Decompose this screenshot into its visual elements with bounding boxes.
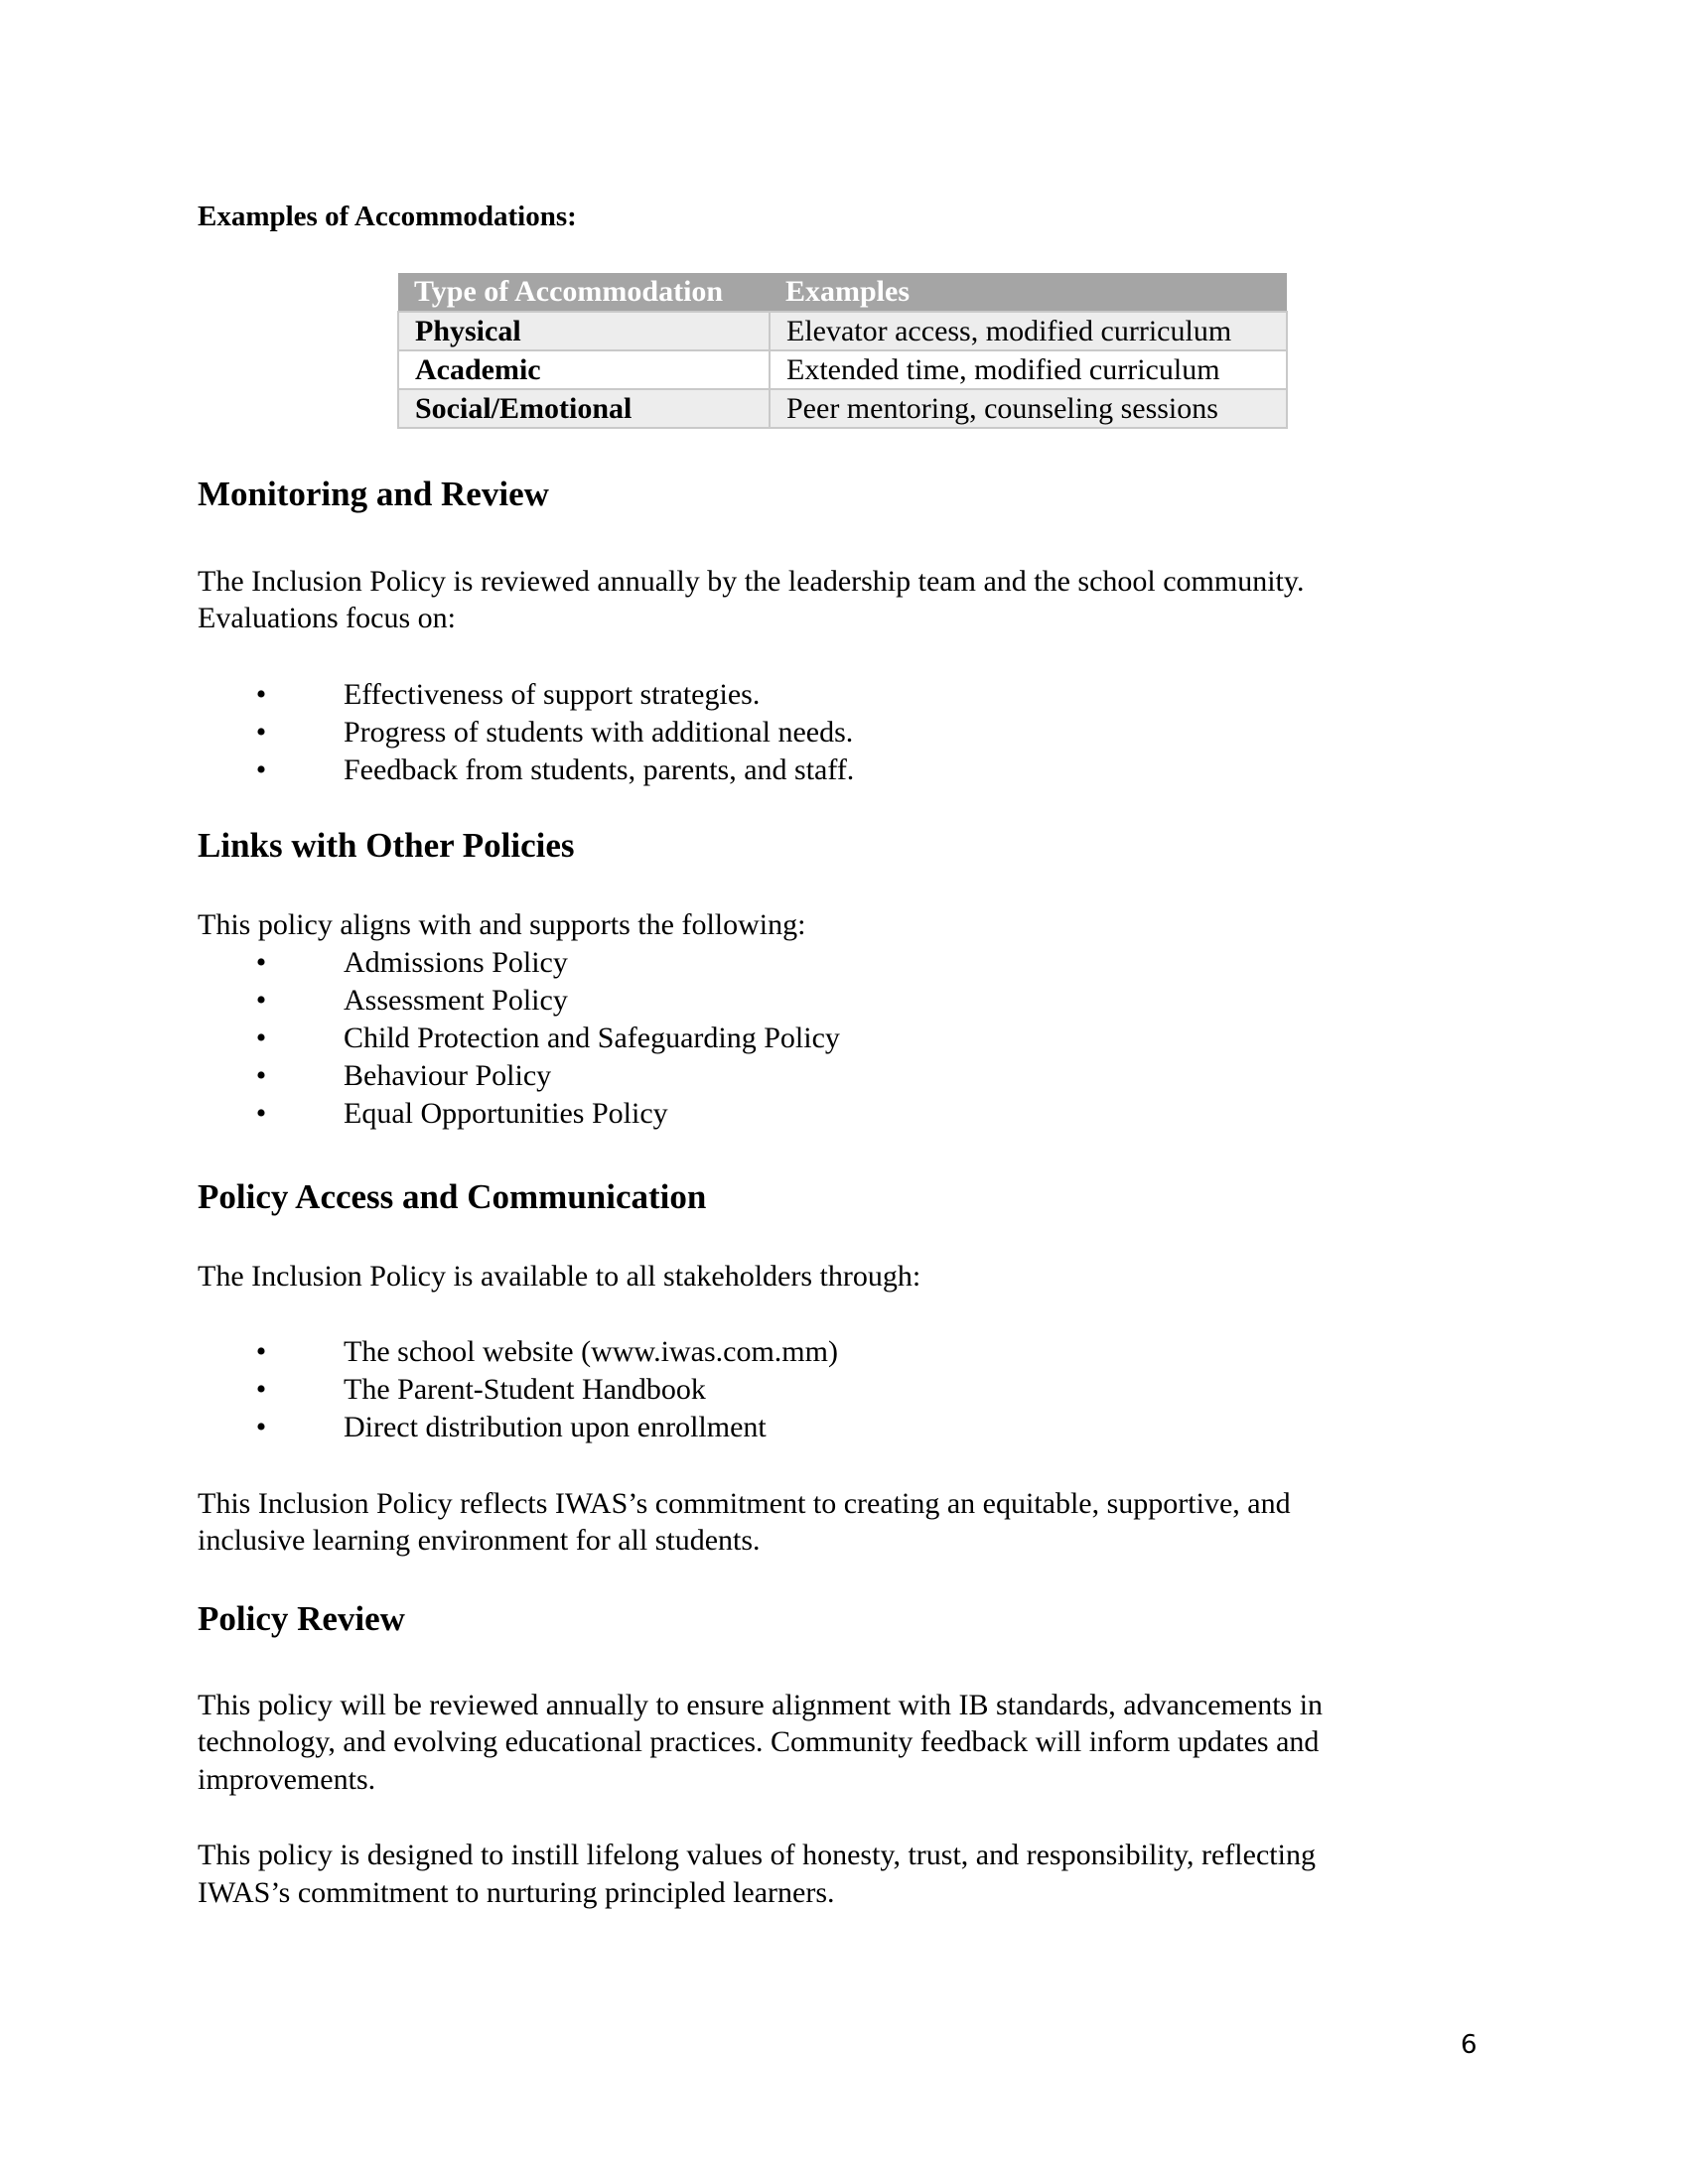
bullet-icon: • (255, 1059, 267, 1092)
bullet-icon: • (255, 946, 267, 979)
list-item-text: Effectiveness of support strategies. (344, 678, 761, 711)
list-item-text: The Parent-Student Handbook (344, 1373, 706, 1406)
accommodation-examples: Extended time, modified curriculum (770, 350, 1287, 389)
bullet-icon: • (255, 1022, 267, 1054)
section-heading-monitoring: Monitoring and Review (198, 475, 549, 513)
page-number: 6 (1461, 2030, 1477, 2060)
access-closing-line: inclusive learning environment for all students. (198, 1524, 761, 1557)
accommodations-table (397, 273, 1288, 429)
list-item-text: Direct distribution upon enrollment (344, 1411, 767, 1443)
column-header-examples: Examples (770, 273, 1287, 312)
bullet-icon: • (255, 753, 267, 786)
column-header-type: Type of Accommodation (398, 273, 770, 312)
accommodation-examples: Elevator access, modified curriculum (770, 312, 1287, 350)
list-item-text: Child Protection and Safeguarding Policy (344, 1022, 840, 1054)
table-row (398, 350, 1287, 389)
review-paragraph-line: IWAS’s commitment to nurturing principled learners. (198, 1876, 835, 1909)
bullet-icon: • (255, 984, 267, 1017)
review-paragraph-line: This policy will be reviewed annually to ensure alignment with IB standards, advancements in (198, 1689, 1324, 1721)
table-row (398, 312, 1287, 350)
monitoring-paragraph-line: The Inclusion Policy is reviewed annually by the leadership team and the school community. (198, 565, 1305, 598)
review-paragraph-line: technology, and evolving educational practices. Community feedback will inform updates and (198, 1725, 1320, 1758)
review-paragraph-line: This policy is designed to instill lifelong values of honesty, trust, and responsibility, reflecting (198, 1839, 1316, 1871)
list-item-text: Assessment Policy (344, 984, 568, 1017)
list-item-text: Feedback from students, parents, and staff. (344, 753, 855, 786)
access-intro: The Inclusion Policy is available to all stakeholders through: (198, 1260, 921, 1293)
section-heading-review: Policy Review (198, 1599, 405, 1638)
list-item-text: Equal Opportunities Policy (344, 1097, 668, 1130)
table-header-row (398, 273, 1287, 312)
list-item-text: Admissions Policy (344, 946, 568, 979)
links-intro: This policy aligns with and supports the following: (198, 908, 806, 941)
accommodations-label: Examples of Accommodations: (198, 201, 577, 232)
bullet-icon: • (255, 1373, 267, 1406)
bullet-icon: • (255, 716, 267, 749)
table-row (398, 389, 1287, 428)
accommodation-examples: Peer mentoring, counseling sessions (770, 389, 1287, 428)
list-item-text: The school website (www.iwas.com.mm) (344, 1335, 838, 1368)
bullet-icon: • (255, 1335, 267, 1368)
section-heading-links: Links with Other Policies (198, 826, 575, 865)
monitoring-paragraph-line: Evaluations focus on: (198, 602, 456, 634)
bullet-icon: • (255, 1411, 267, 1443)
accommodation-type: Social/Emotional (398, 389, 770, 428)
accommodation-type: Academic (398, 350, 770, 389)
links-bullet-list (246, 944, 1438, 1143)
accommodation-type: Physical (398, 312, 770, 350)
bullet-icon: • (255, 1097, 267, 1130)
list-item-text: Progress of students with additional needs. (344, 716, 854, 749)
monitoring-bullet-list (246, 676, 1438, 795)
bullet-icon: • (255, 678, 267, 711)
access-bullet-list (246, 1333, 1438, 1452)
section-heading-access: Policy Access and Communication (198, 1177, 707, 1216)
list-item-text: Behaviour Policy (344, 1059, 552, 1092)
review-paragraph-line: improvements. (198, 1763, 376, 1796)
access-closing-line: This Inclusion Policy reflects IWAS’s commitment to creating an equitable, supportive, and (198, 1487, 1291, 1520)
